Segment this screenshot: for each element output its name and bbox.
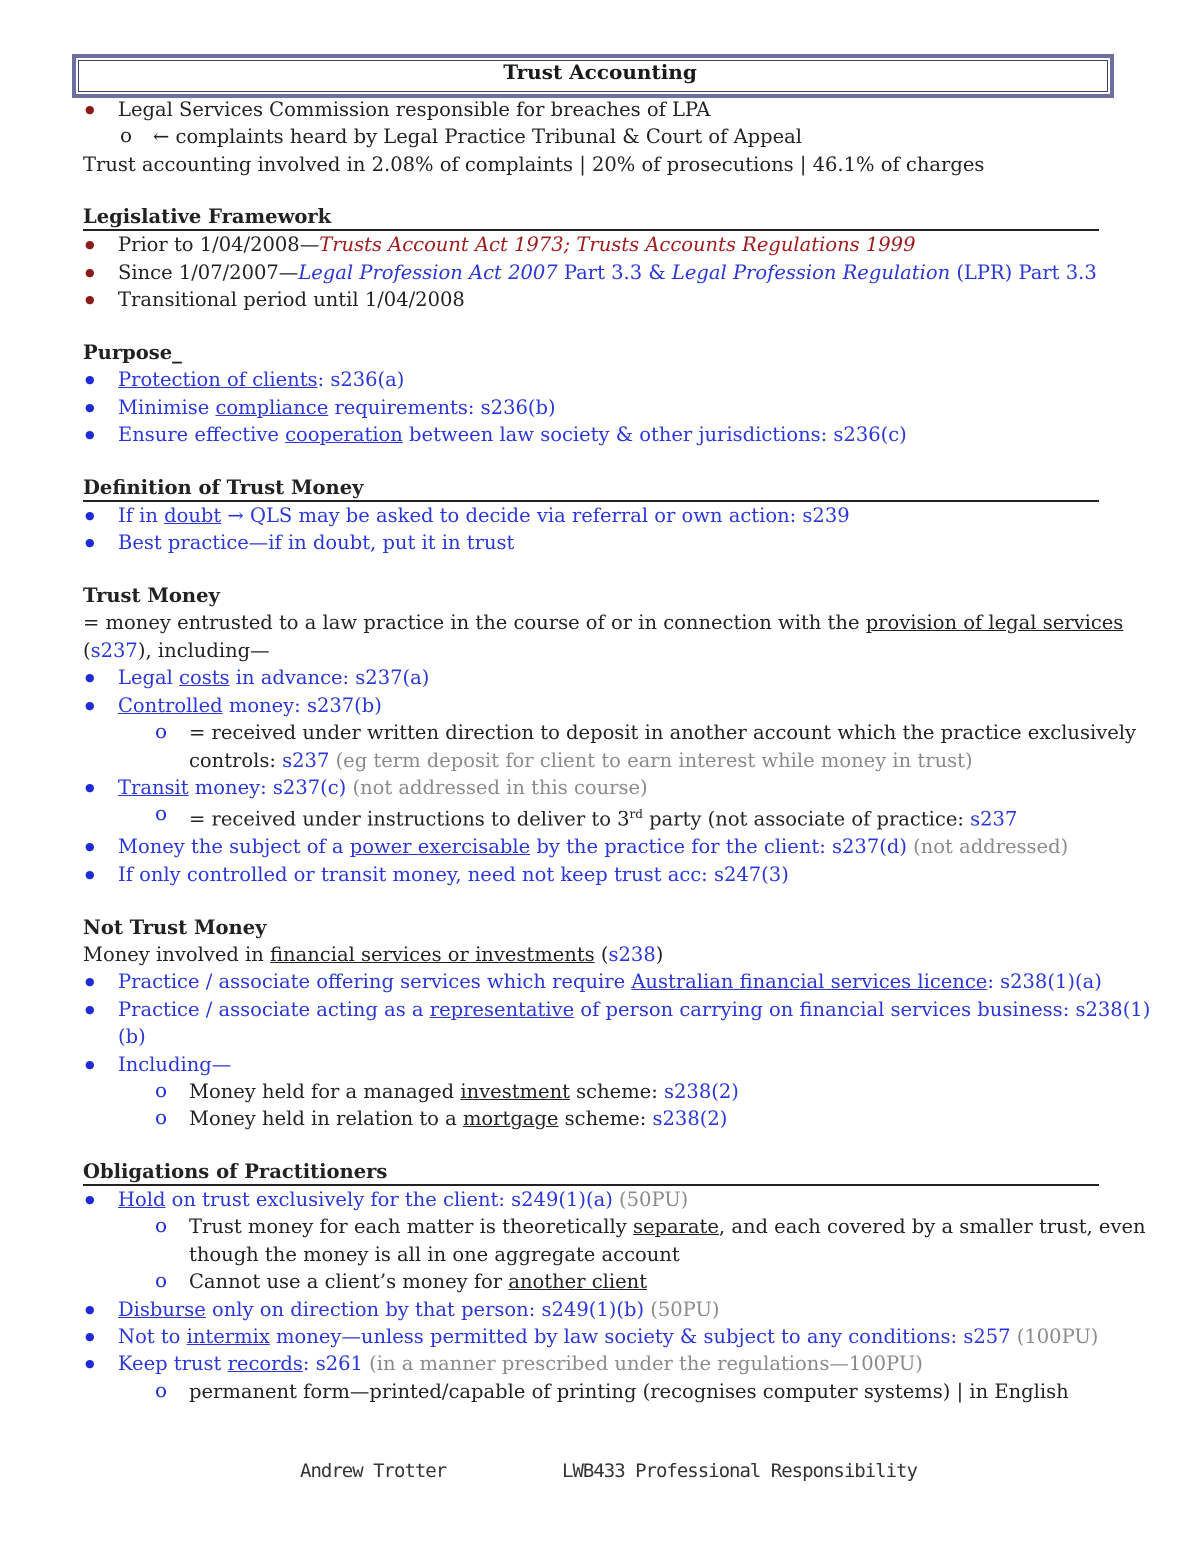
list-item: ● Hold on trust exclusively for the client: s249(1)(a) (50PU) [83, 1186, 1099, 1213]
list-item: ● Ensure effective cooperation between law society & other jurisdictions: s236(c) [83, 421, 1099, 448]
footer-course: LWB433 Professional Responsibility [562, 1460, 917, 1482]
list-item: ● Disburse only on direction by that person: s249(1)(b) (50PU) [83, 1296, 1099, 1323]
list-item: ● Prior to 1/04/2008—Trusts Account Act 1973; Trusts Accounts Regulations 1999 [83, 231, 1099, 258]
section-heading-trust-money: Trust Money [83, 584, 220, 608]
definition-line-cont: (s237), including— [83, 638, 270, 662]
list-subitem: o = received under written direction to deposit in another account which the practice exclusively [83, 719, 1099, 746]
document-body [83, 96, 1151, 1405]
list-item: ● Legal Services Commission responsible for breaches of LPA [83, 96, 1099, 123]
section-heading-not-trust-money: Not Trust Money [83, 916, 267, 940]
list-item: ● Minimise compliance requirements: s236(b) [83, 394, 1099, 421]
list-item: ● Transitional period until 1/04/2008 [83, 286, 1099, 313]
list-subitem-cont: though the money is all in one aggregate account [189, 1242, 680, 1266]
list-item: ● Transit money: s237(c) (not addressed in this course) [83, 774, 1099, 801]
section-heading-obligations: Obligations of Practitioners [83, 1159, 1099, 1186]
list-item-cont: (b) [118, 1025, 146, 1049]
list-item: ● Including— [83, 1051, 1099, 1078]
list-item: ● If in doubt → QLS may be asked to decide via referral or own action: s239 [83, 502, 1099, 529]
list-subitem: o Trust money for each matter is theoretically separate, and each covered by a smaller trust, even [83, 1213, 1099, 1240]
list-subitem-cont: controls: s237 (eg term deposit for client to earn interest while money in trust) [189, 748, 973, 772]
list-subitem: o Money held for a managed investment scheme: s238(2) [83, 1078, 1099, 1105]
footer-author: Andrew Trotter [300, 1460, 447, 1482]
section-heading-purpose: Purpose_ [83, 341, 182, 365]
list-item: ● If only controlled or transit money, need not keep trust acc: s247(3) [83, 861, 1099, 888]
list-item: ● Protection of clients: s236(a) [83, 366, 1099, 393]
list-item: ● Keep trust records: s261 (in a manner prescribed under the regulations—100PU) [83, 1350, 1099, 1377]
list-item: ● Practice / associate offering services which require Australian financial services licence: s238(1)(a) [83, 968, 1099, 995]
page-title: Trust Accounting [503, 60, 697, 84]
statistics-line: Trust accounting involved in 2.08% of complaints | 20% of prosecutions | 46.1% of charges [83, 152, 985, 176]
list-subitem: o permanent form—printed/capable of printing (recognises computer systems) | in English [83, 1378, 1099, 1405]
list-subitem: o Money held in relation to a mortgage scheme: s238(2) [83, 1105, 1099, 1132]
list-subitem: o Cannot use a client’s money for another client [83, 1268, 1099, 1295]
list-item: ● Practice / associate acting as a representative of person carrying on financial services business: s238(1) [83, 996, 1099, 1023]
list-item: ● Money the subject of a power exercisable by the practice for the client: s237(d) (not addressed) [83, 833, 1099, 860]
definition-line: = money entrusted to a law practice in the course of or in connection with the provision of legal services [83, 611, 1124, 635]
definition-line: Money involved in financial services or investments (s238) [83, 943, 664, 967]
list-subitem: o ← complaints heard by Legal Practice Tribunal & Court of Appeal [83, 123, 1099, 150]
list-item: ● Best practice—if in doubt, put it in trust [83, 529, 1099, 556]
list-item: ● Legal costs in advance: s237(a) [83, 664, 1099, 691]
list-item: ● Since 1/07/2007—Legal Profession Act 2007 Part 3.3 & Legal Profession Regulation (LPR) Part 3.3 [83, 259, 1099, 286]
section-heading-legislative: Legislative Framework [83, 204, 1099, 231]
list-item: ● Not to intermix money—unless permitted by law society & subject to any conditions: s257 (100PU) [83, 1323, 1099, 1350]
section-heading-definition: Definition of Trust Money [83, 475, 1099, 502]
list-subitem: o = received under instructions to deliver to 3rd party (not associate of practice: s237 [83, 801, 1099, 833]
list-item: ● Controlled money: s237(b) [83, 692, 1099, 719]
